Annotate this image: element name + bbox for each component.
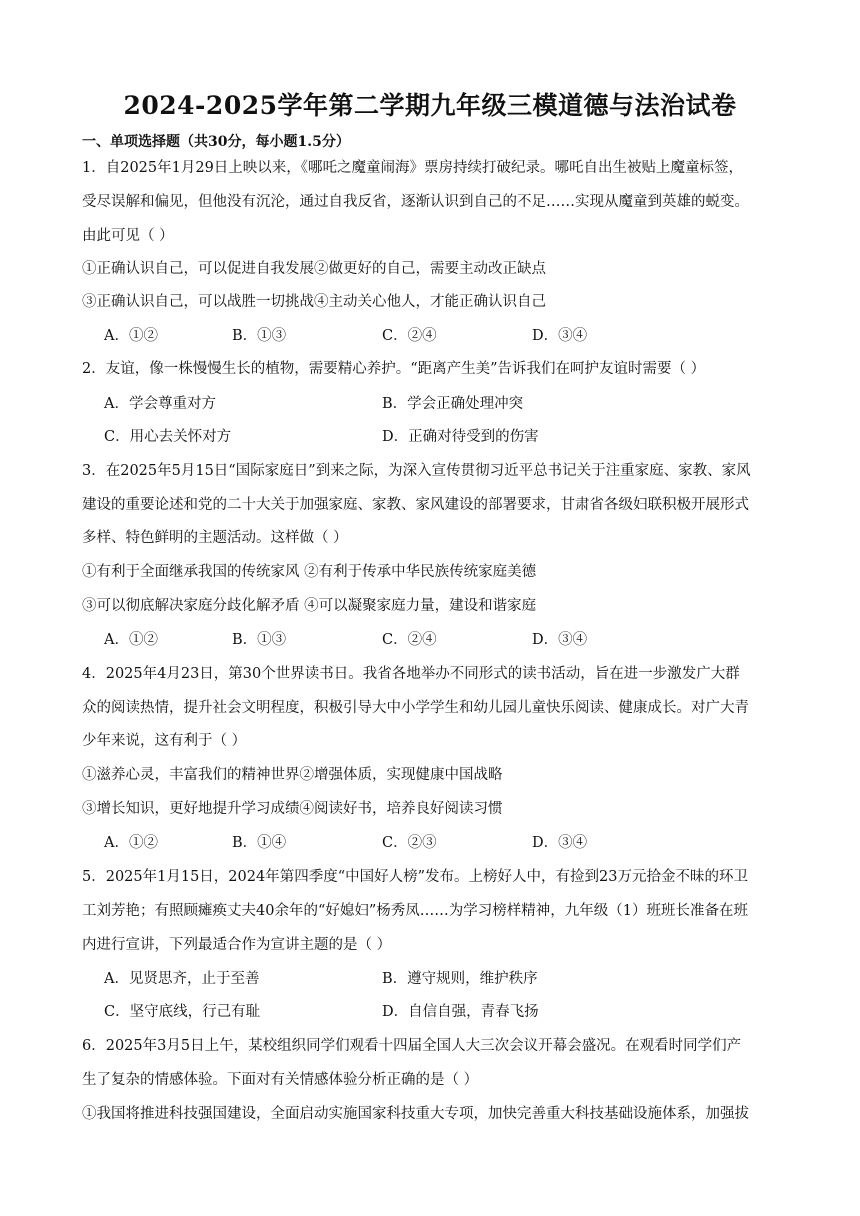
q4-stem-line2: 众的阅读热情，提升社会文明程度，积极引导大中小学学生和幼儿园儿童快乐阅读、健康成长。对广大青: [82, 700, 749, 716]
q4-option-a: A．①②: [104, 835, 158, 851]
q2-stem: 2．友谊，像一株慢慢生长的植物，需要精心养护。“距离产生美”告诉我们在呵护友谊时需要（ ）: [82, 361, 706, 377]
q4-stem-line1: 4．2025年4月23日，第30个世界读书日。我省各地举办不同形式的读书活动，旨在进一步激发广大群: [82, 666, 740, 682]
q1-option-c: C．②④: [382, 328, 437, 344]
q5-stem-line1: 5．2025年1月15日，2024年第四季度“中国好人榜”发布。上榜好人中，有捡到23万元拾金不昧的环卫: [82, 869, 748, 885]
q4-statement-1: ①滋养心灵，丰富我们的精神世界②增强体质，实现健康中国战略: [82, 767, 503, 783]
q3-statement-1: ①有利于全面继承我国的传统家风 ②有利于传承中华民族传统家庭美德: [82, 564, 537, 580]
q3-option-b: B．①③: [232, 632, 287, 648]
q6-stem-line2: 生了复杂的情感体验。下面对有关情感体验分析正确的是（ ）: [82, 1072, 479, 1088]
q6-stem-line1: 6．2025年3月5日上午，某校组织同学们观看十四届全国人大三次会议开幕会盛况。在观看时同学们产: [82, 1038, 742, 1054]
q3-option-a: A．①②: [104, 632, 158, 648]
q1-stem-line2: 受尽误解和偏见，但他没有沉沦，通过自我反省，逐渐认识到自己的不足……实现从魔童到英雄的蜕变。: [82, 194, 749, 210]
q2-option-c: C．用心去关怀对方: [104, 429, 232, 445]
q5-option-c: C．坚守底线，行己有耻: [104, 1004, 261, 1020]
q4-option-b: B．①④: [232, 835, 287, 851]
q2-option-d: D．正确对待受到的伤害: [382, 429, 539, 445]
q1-statement-1: ①正确认识自己，可以促进自我发展②做更好的自己，需要主动改正缺点: [82, 261, 546, 277]
q1-option-d: D．③④: [532, 328, 588, 344]
q5-stem-line2: 工刘芳艳；有照顾瘫痪丈夫40余年的“好媳妇”杨秀凤……为学习榜样精神，九年级（1）班班长准备在班: [82, 903, 748, 919]
exam-title: 2024-2025学年第二学期九年级三模道德与法治试卷: [123, 91, 737, 120]
q5-option-d: D．自信自强，青春飞扬: [382, 1004, 539, 1020]
q3-stem-line2: 建设的重要论述和党的二十大关于加强家庭、家教、家风建设的部署要求，甘肃省各级妇联积极开展形式: [82, 497, 749, 513]
q1-statement-2: ③正确认识自己，可以战胜一切挑战④主动关心他人，才能正确认识自己: [82, 294, 546, 310]
q3-stem-line1: 3．在2025年5月15日“国际家庭日”到来之际，为深入宣传贯彻习近平总书记关于注重家庭、家教、家风: [82, 463, 751, 479]
q2-option-b: B．学会正确处理冲突: [382, 396, 524, 412]
q1-stem-line3: 由此可见（ ）: [82, 228, 174, 244]
q1-option-a: A．①②: [104, 328, 158, 344]
q1-option-b: B．①③: [232, 328, 287, 344]
q4-stem-line3: 少年来说，这有利于（ ）: [82, 733, 247, 749]
q4-statement-2: ③增长知识，更好地提升学习成绩④阅读好书，培养良好阅读习惯: [82, 801, 503, 817]
q5-stem-line3: 内进行宣讲，下列最适合作为宣讲主题的是（ ）: [82, 937, 392, 953]
q4-option-c: C．②③: [382, 835, 437, 851]
q1-stem-line1: 1．自2025年1月29日上映以来，《哪吒之魔童闹海》票房持续打破纪录。哪吒自出生被贴上魔童标签，: [82, 160, 744, 176]
q3-statement-2: ③可以彻底解决家庭分歧化解矛盾 ④可以凝聚家庭力量，建设和谐家庭: [82, 598, 537, 614]
q5-option-b: B．遵守规则，维护秩序: [382, 971, 538, 987]
q6-statement-1: ①我国将推进科技强国建设，全面启动实施国家科技重大专项，加快完善重大科技基础设施体系，加强拔: [82, 1106, 749, 1122]
q5-option-a: A．见贤思齐，止于至善: [104, 971, 260, 987]
q4-option-d: D．③④: [532, 835, 588, 851]
section-heading: 一、单项选择题（共30分，每小题1.5分）: [82, 134, 350, 150]
q3-option-d: D．③④: [532, 632, 588, 648]
q3-stem-line3: 多样、特色鲜明的主题活动。这样做（ ）: [82, 530, 348, 546]
q3-option-c: C．②④: [382, 632, 437, 648]
q2-option-a: A．学会尊重对方: [104, 396, 216, 412]
